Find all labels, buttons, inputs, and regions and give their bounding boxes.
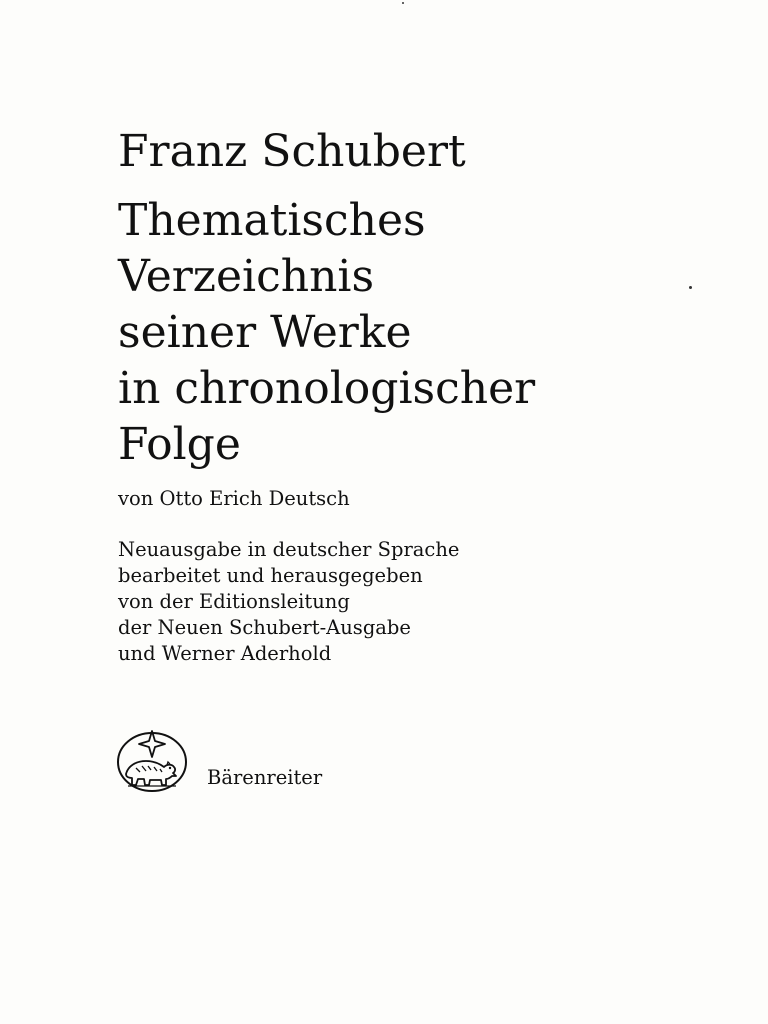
edition-line: und Werner Aderhold	[118, 642, 332, 665]
byline: von Otto Erich Deutsch	[118, 487, 350, 510]
edition-line: von der Editionsleitung	[118, 590, 350, 613]
title-line: Verzeichnis	[118, 251, 375, 302]
title-line: Thematisches	[118, 195, 426, 246]
book-title	[118, 193, 535, 473]
publisher-name: Bärenreiter	[207, 766, 323, 789]
title-line: seiner Werke	[118, 307, 412, 358]
edition-line: bearbeitet und herausgegeben	[118, 564, 423, 587]
title-line: Folge	[118, 419, 241, 470]
author-name: Franz Schubert	[118, 126, 466, 177]
edition-line: der Neuen Schubert-Ausgabe	[118, 616, 411, 639]
edition-statement	[118, 537, 459, 667]
publisher-logo-icon	[114, 728, 190, 794]
title-line: in chronologischer	[118, 363, 536, 414]
edition-line: Neuausgabe in deutscher Sprache	[118, 538, 460, 561]
scan-speck	[689, 286, 692, 289]
scan-speck	[402, 2, 404, 4]
